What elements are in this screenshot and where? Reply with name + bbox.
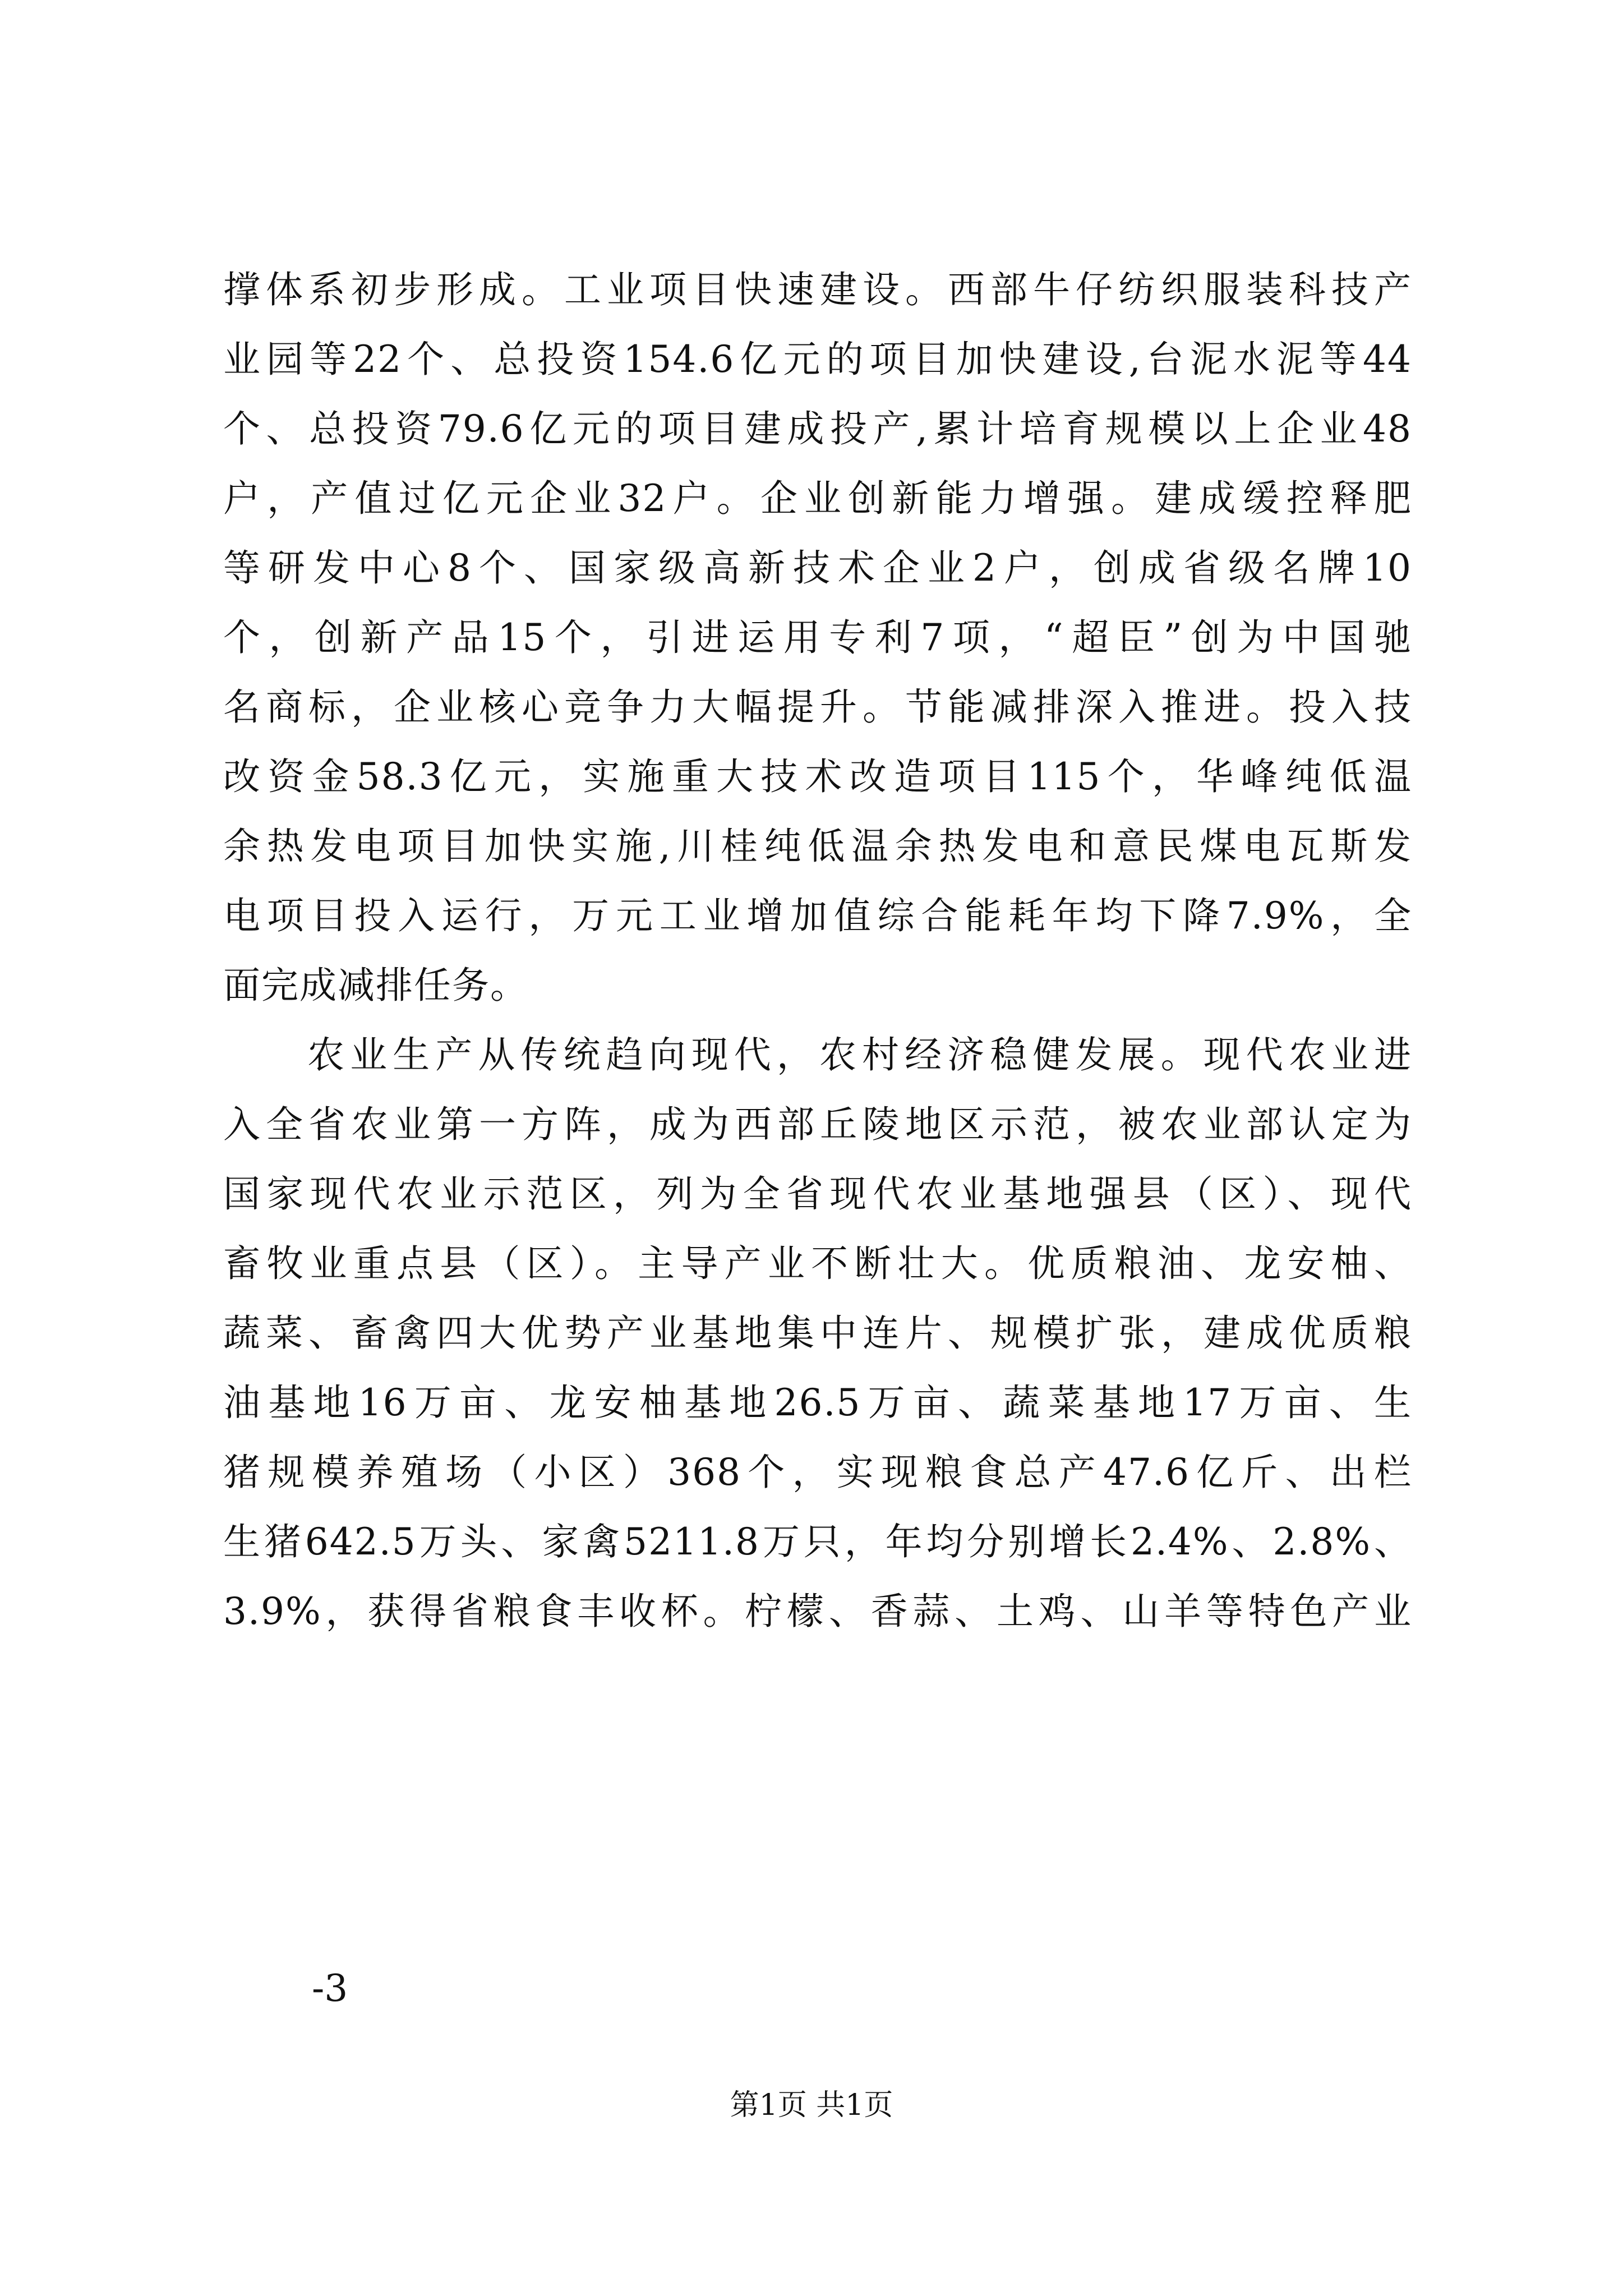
text-line: 蔬菜、畜禽四大优势产业基地集中连片、规模扩张，建成优质粮 [223,1312,1412,1355]
paragraph-first-line: 农业生产从传统趋向现代，农村经济稳健发展。现代农业进 [307,1033,1412,1076]
text-line: 撑体系初步形成。工业项目快速建设。西部牛仔纺织服装科技产 [223,268,1412,311]
text-line: 畜牧业重点县（区）。主导产业不断壮大。优质粮油、龙安柚、 [223,1242,1412,1285]
text-line: 国家现代农业示范区，列为全省现代农业基地强县（区）、现代 [223,1172,1412,1216]
text-line: 3.9%，获得省粮食丰收杯。柠檬、香蒜、土鸡、山羊等特色产业 [223,1590,1412,1633]
text-line: 电项目投入运行，万元工业增加值综合能耗年均下降7.9%，全 [223,894,1412,937]
text-line: 油基地16万亩、龙安柚基地26.5万亩、蔬菜基地17万亩、生 [223,1381,1412,1424]
text-line: 个、总投资79.6亿元的项目建成投产,累计培育规模以上企业48 [223,407,1412,450]
text-line: 入全省农业第一方阵，成为西部丘陵地区示范，被农业部认定为 [223,1103,1412,1146]
body-text [223,255,1412,1646]
text-line: 猪规模养殖场（小区）368个，实现粮食总产47.6亿斤、出栏 [223,1451,1412,1494]
text-line: 业园等22个、总投资154.6亿元的项目加快建设,台泥水泥等44 [223,338,1412,381]
text-line: 户，产值过亿元企业32户。企业创新能力增强。建成缓控释肥 [223,477,1412,520]
text-line: 个，创新产品15个，引进运用专利7项，“超臣”创为中国驰 [223,616,1412,659]
text-line: 等研发中心8个、国家级高新技术企业2户，创成省级名牌10 [223,546,1412,590]
page-footer: 第1页 共1页 [730,2088,893,2122]
page-number-marker: -3 [312,1967,348,2010]
text-line: 生猪642.5万头、家禽5211.8万只，年均分别增长2.4%、2.8%、 [223,1520,1412,1563]
text-line: 改资金58.3亿元，实施重大技术改造项目115个，华峰纯低温 [223,755,1412,798]
text-line: 余热发电项目加快实施,川桂纯低温余热发电和意民煤电瓦斯发 [223,825,1412,868]
text-line: 面完成减排任务。 [223,964,528,1007]
text-line: 名商标，企业核心竞争力大幅提升。节能减排深入推进。投入技 [223,685,1412,729]
